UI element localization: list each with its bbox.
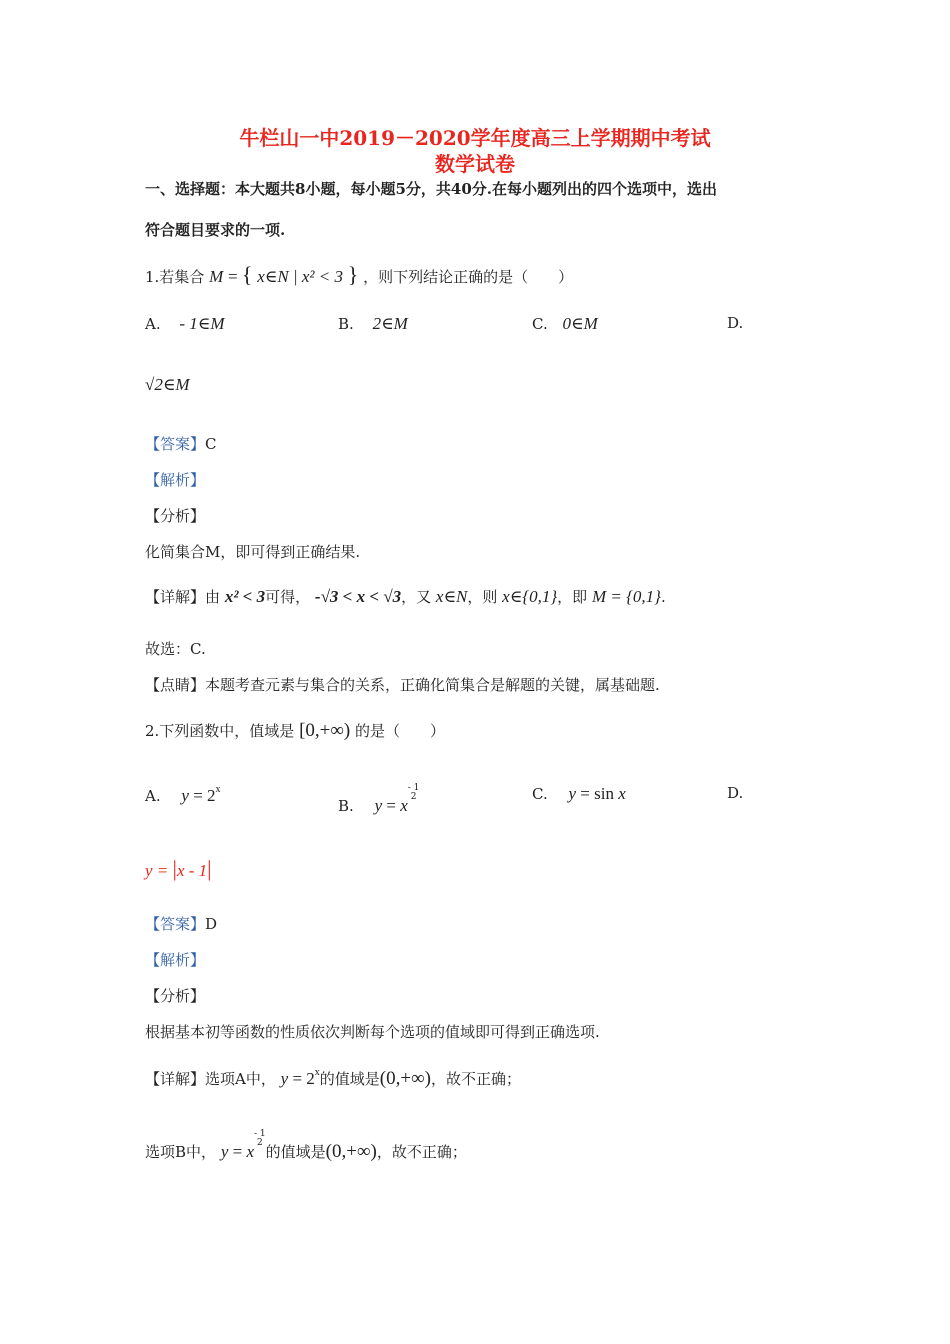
q1-option-a-label: A. bbox=[145, 315, 161, 333]
detail-math: (0,+∞) bbox=[379, 1068, 431, 1089]
detail-text: ，故不正确； bbox=[430, 1070, 521, 1088]
detail-math: x∈{0,1} bbox=[502, 587, 558, 606]
fenxi-text: 化简集合M，即可得到正确结果. bbox=[145, 543, 361, 561]
q1-option-b-label: B. bbox=[338, 315, 354, 333]
document-subtitle: 数学试卷 bbox=[435, 152, 515, 176]
remark-text: 本题考查元素与集合的关系，正确化简集合是解题的关键，属基础题. bbox=[205, 676, 660, 694]
question-2-range: [0,+∞) bbox=[299, 720, 351, 741]
fenxi-tag: 【分析】 bbox=[145, 987, 206, 1005]
detail-math: x² < 3 bbox=[224, 587, 266, 606]
detail-text: 选项B中， bbox=[145, 1143, 217, 1161]
q1-option-a-expr: - 1∈M bbox=[179, 314, 225, 333]
q1-option-c-expr: 0∈M bbox=[562, 314, 598, 333]
detail-text: 可得， bbox=[265, 588, 311, 606]
answer-tag: 【答案】 bbox=[145, 435, 206, 453]
q1-option-c bbox=[532, 314, 598, 334]
q1-option-b-expr: 2∈M bbox=[372, 314, 408, 333]
q1-option-c-label: C. bbox=[532, 315, 548, 333]
q1-conclusion: 故选：C. bbox=[145, 640, 206, 658]
q2-option-b: B. y = x - 1 2 bbox=[338, 783, 420, 815]
detail-text: ，故不正确； bbox=[376, 1143, 467, 1161]
answer-tag: 【答案】 bbox=[145, 915, 206, 933]
q2-option-c-label: C. bbox=[532, 785, 548, 803]
q2-option-c: C. y = sin x bbox=[532, 784, 626, 803]
detail-text: 的值域是 bbox=[265, 1143, 326, 1161]
q2-option-d-expr: y = |x - 1| bbox=[145, 856, 212, 881]
section-instructions-line1: 一、选择题：本大题共8小题，每小题5分，共40分.在每小题列出的四个选项中，选出 bbox=[145, 180, 717, 198]
q1-answer bbox=[145, 433, 217, 454]
q2-option-a: A. $y = 2^x$ bbox=[145, 784, 221, 805]
detail-text: 选项A中， bbox=[205, 1070, 276, 1088]
answer-value: D bbox=[205, 915, 218, 933]
question-1-prefix: 1.若集合 bbox=[145, 268, 205, 286]
fenxi-text: 根据基本初等函数的性质依次判断每个选项的值域即可得到正确选项. bbox=[145, 1023, 600, 1041]
fenxi-tag: 【分析】 bbox=[145, 507, 206, 525]
answer-value: C bbox=[205, 435, 217, 453]
remark-tag: 【点睛】 bbox=[145, 676, 206, 694]
detail-text: ，即 bbox=[557, 588, 588, 606]
question-2-suffix: 的是（ ） bbox=[355, 722, 446, 740]
detail-tag: 【详解】 bbox=[145, 1070, 206, 1088]
question-1-set-name: M bbox=[209, 267, 224, 286]
q2-option-a-label: A. bbox=[145, 787, 161, 805]
q2-answer bbox=[145, 913, 217, 934]
q1-option-a bbox=[145, 314, 225, 334]
q1-option-d-label: D. bbox=[727, 314, 744, 332]
q2-option-d-label: D. bbox=[727, 784, 744, 802]
analysis-tag: 【解析】 bbox=[145, 471, 206, 489]
detail-text: . bbox=[660, 588, 666, 606]
detail-text: ，则 bbox=[467, 588, 498, 606]
question-1-set-content: x∈N | x² < 3 bbox=[257, 267, 343, 286]
q1-option-b bbox=[338, 314, 408, 334]
detail-tag: 【详解】 bbox=[145, 588, 206, 606]
q2-option-b-label: B. bbox=[338, 797, 354, 815]
analysis-tag: 【解析】 bbox=[145, 951, 206, 969]
q1-option-d-expr: √2∈M bbox=[145, 375, 190, 394]
detail-text: ，又 bbox=[401, 588, 432, 606]
question-2-stem bbox=[145, 720, 445, 742]
q1-detail bbox=[145, 586, 666, 607]
detail-math: x∈N bbox=[435, 587, 468, 606]
q2-detail-b: 选项B中， y = x - 1 2 的值域是(0,+∞)，故不正确； bbox=[145, 1129, 467, 1162]
document-title: 牛栏山一中2019－2020学年度高三上学期期中考试 bbox=[239, 126, 711, 150]
question-2-prefix: 2.下列函数中，值域是 bbox=[145, 722, 295, 740]
detail-text: 由 bbox=[205, 588, 221, 606]
question-1-stem: 1.若集合 M = { x∈N | x² < 3 } ，则下列结论正确的是（ ） bbox=[145, 262, 574, 287]
q1-remark bbox=[145, 674, 660, 695]
detail-text: 的值域是 bbox=[319, 1070, 380, 1088]
question-1-suffix: ，则下列结论正确的是（ ） bbox=[363, 268, 574, 286]
detail-math: -√3 < x < √3 bbox=[314, 587, 402, 606]
detail-math: (0,+∞) bbox=[325, 1141, 377, 1162]
detail-math: M = {0,1} bbox=[591, 587, 661, 606]
q2-detail-a: 【详解】选项A中， $y = 2^x$的值域是(0,+∞)，故不正确； bbox=[145, 1067, 521, 1089]
section-instructions-line2: 符合题目要求的一项. bbox=[145, 221, 286, 239]
